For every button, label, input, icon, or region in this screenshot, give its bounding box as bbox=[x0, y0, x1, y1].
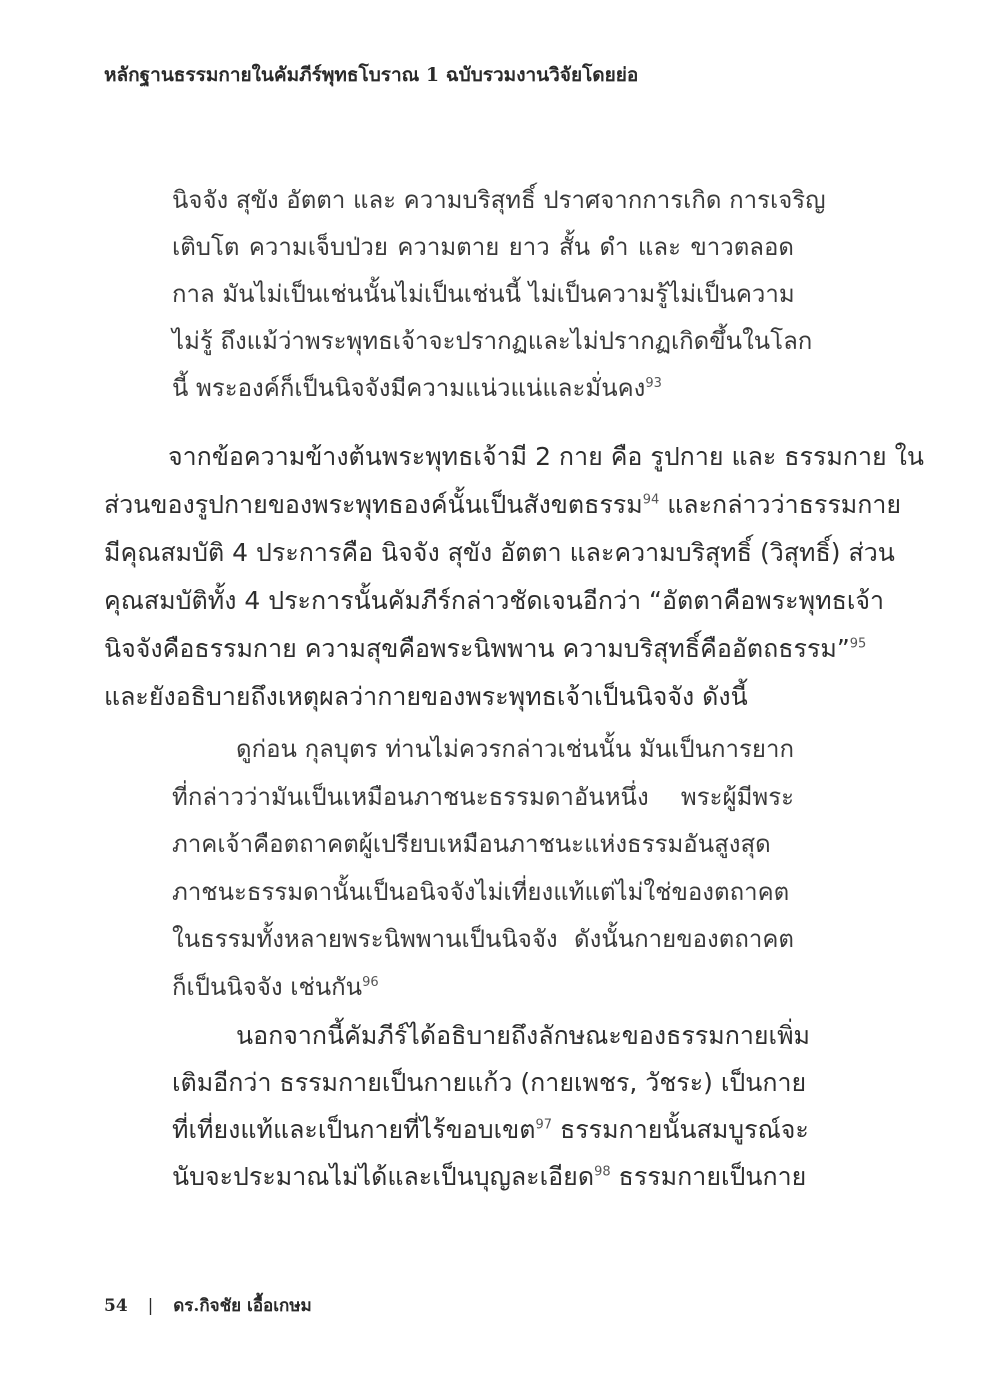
quote-line: ดูก่อน กุลบุตร ท่านไม่ควรกล่าวเช่นนั้น มันเป็นการยาก bbox=[236, 735, 794, 763]
paragraph-text: ที่เที่ยงแท้และเป็นกายที่ไร้ขอบเขต bbox=[172, 1115, 536, 1144]
paragraph-text: และกล่าวว่าธรรมกาย bbox=[659, 490, 902, 519]
quote-line: ไม่รู้ ถึงแม้ว่าพระพุทธเจ้าจะปรากฏและไม่ปรากฏเกิดขึ้นในโลก bbox=[172, 327, 813, 355]
quote-line: ภาคเจ้าคือตถาคตผู้เปรียบเหมือนภาชนะแห่งธรรมอันสูงสุด bbox=[172, 830, 771, 858]
quote-line: ในธรรมทั้งหลายพระนิพพานเป็นนิจจัง ดังนั้นกายของตถาคต bbox=[172, 925, 794, 953]
paragraph-2 bbox=[172, 1012, 811, 1200]
paragraph-line: เติมอีกว่า ธรรมกายเป็นกายแก้ว (กายเพชร, วัชระ) เป็นกาย bbox=[172, 1068, 807, 1097]
footnote-ref-96[interactable]: 96 bbox=[362, 974, 379, 990]
quote-line: ภาชนะธรรมดานั้นเป็นอนิจจังไม่เที่ยงแท้แต่ไม่ใช่ของตถาคต bbox=[172, 877, 790, 906]
paragraph-line bbox=[172, 1106, 809, 1153]
footnote-ref-93[interactable]: 93 bbox=[645, 376, 662, 391]
paragraph-line: และยังอธิบายถึงเหตุผลว่ากายของพระพุทธเจ้าเป็นนิจจัง ดังนี้ bbox=[104, 682, 748, 711]
quote-line-text: นี้ พระองค์ก็เป็นนิจจังมีความแน่วแน่และมั่นคง bbox=[172, 374, 646, 402]
footer-separator: | bbox=[147, 1296, 154, 1316]
quote-line: นิจจัง สุขัง อัตตา และ ความบริสุทธิ์ ปราศจากการเกิด การเจริญ bbox=[172, 186, 826, 214]
paragraph-line bbox=[104, 481, 902, 529]
paragraph-line bbox=[104, 625, 867, 673]
paragraph-line bbox=[172, 1153, 807, 1200]
page-number: 54 bbox=[104, 1296, 128, 1316]
quote-line-last bbox=[172, 964, 794, 1012]
paragraph-line: นอกจากนี้คัมภีร์ได้อธิบายถึงลักษณะของธรรมกายเพิ่ม bbox=[236, 1021, 811, 1050]
quote-block-2 bbox=[172, 726, 794, 1011]
footnote-ref-98[interactable]: 98 bbox=[594, 1164, 611, 1180]
paragraph-text: นิจจังคือธรรมกาย ความสุขคือพระนิพพาน ความบริสุทธิ์คืออัตถธรรม” bbox=[104, 634, 850, 663]
quote-block-1 bbox=[172, 177, 826, 412]
paragraph-text: ธรรมกายนั้นสมบูรณ์จะ bbox=[552, 1115, 809, 1144]
quote-line: เติบโต ความเจ็บป่วย ความตาย ยาว สั้น ดำ และ ขาวตลอด bbox=[172, 233, 794, 261]
paragraph-line: จากข้อความข้างต้นพระพุทธเจ้ามี 2 กาย คือ รูปกาย และ ธรรมกาย ใน bbox=[168, 442, 924, 471]
footnote-ref-94[interactable]: 94 bbox=[642, 492, 660, 508]
paragraph-text: ส่วนของรูปกายของพระพุทธองค์นั้นเป็นสังขตธรรม bbox=[104, 490, 643, 519]
running-header: หลักฐานธรรมกายในคัมภีร์พุทธโบราณ 1 ฉบับรวมงานวิจัยโดยย่อ bbox=[104, 64, 639, 86]
paragraph-text: ธรรมกายเป็นกาย bbox=[610, 1162, 807, 1191]
quote-line-text: ก็เป็นนิจจัง เช่นกัน bbox=[172, 972, 363, 1001]
paragraph-line: มีคุณสมบัติ 4 ประการคือ นิจจัง สุขัง อัตตา และความบริสุทธิ์ (วิสุทธิ์) ส่วน bbox=[104, 538, 895, 567]
page-footer bbox=[104, 1292, 312, 1319]
quote-line: ที่กล่าวว่ามันเป็นเหมือนภาชนะธรรมดาอันหนึ่ง พระผู้มีพระ bbox=[172, 782, 794, 811]
footnote-ref-97[interactable]: 97 bbox=[535, 1117, 553, 1133]
footer-author: ดร.กิจชัย เอื้อเกษม bbox=[173, 1296, 312, 1316]
paragraph-line: คุณสมบัติทั้ง 4 ประการนั้นคัมภีร์กล่าวชัดเจนอีกว่า “อัตตาคือพระพุทธเจ้า bbox=[104, 586, 885, 615]
footnote-ref-95[interactable]: 95 bbox=[849, 636, 867, 652]
paragraph-1 bbox=[104, 433, 924, 721]
quote-line: กาล มันไม่เป็นเช่นนั้นไม่เป็นเช่นนี้ ไม่เป็นความรู้ไม่เป็นความ bbox=[172, 280, 795, 308]
quote-line-last bbox=[172, 365, 794, 412]
paragraph-text: นับจะประมาณไม่ได้และเป็นบุญละเอียด bbox=[172, 1162, 595, 1191]
